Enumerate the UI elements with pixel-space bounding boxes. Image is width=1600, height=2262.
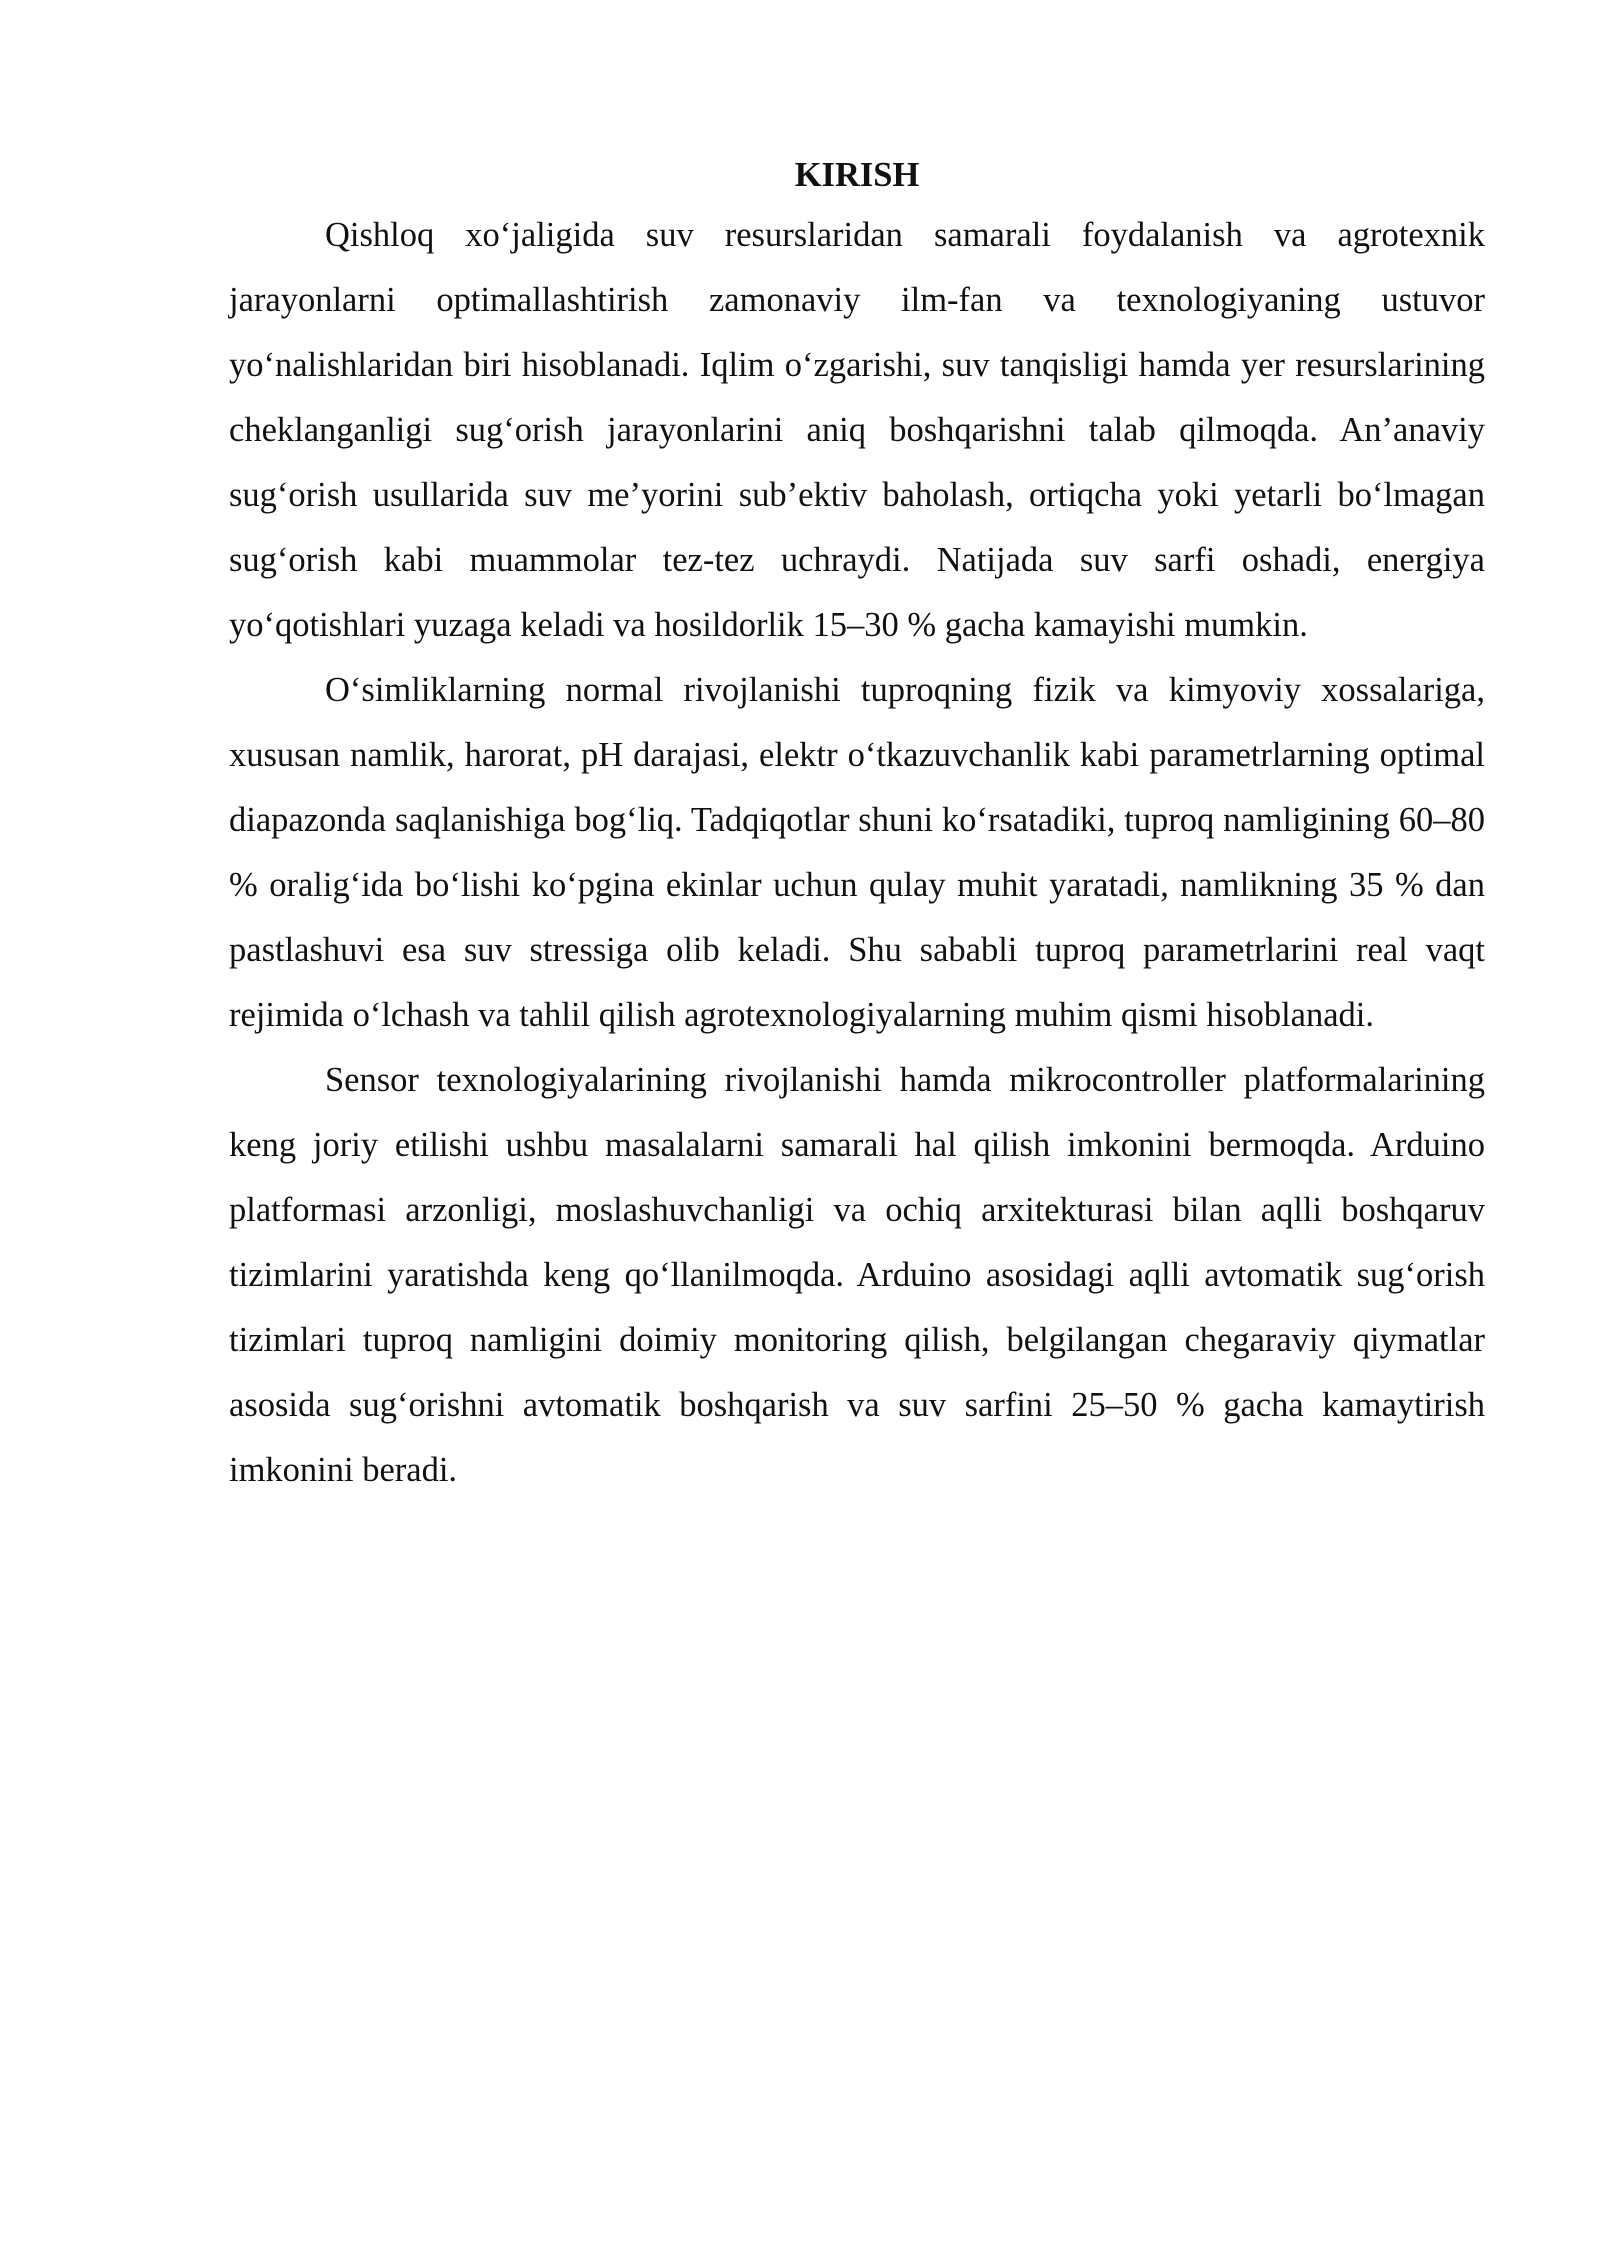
paragraph-1: Qishloq xo‘jaligida suv resurslaridan samarali foydalanish va agrotexnik jarayonlarni optimallashtirish zamonaviy ilm-fan va texnologiyaning ustuvor yo‘nalishlaridan biri hisoblanadi. Iqlim o‘zgarishi, suv tanqisligi hamda yer resurslarining cheklanganligi sug‘orish jarayonlarini aniq boshqarishni talab qilmoqda. An’anaviy sug‘orish usullarida suv me’yorini sub’ektiv baholash, ortiqcha yoki yetarli bo‘lmagan sug‘orish kabi muammolar tez-tez uchraydi. Natijada suv sarfi oshadi, energiya yo‘qotishlari yuzaga keladi va hosildorlik 15–30 % gacha kamayishi mumkin. (229, 216, 1485, 644)
paragraph-3: Sensor texnologiyalarining rivojlanishi hamda mikrocontroller platformalarining keng joriy etilishi ushbu masalalarni samarali hal qilish imkonini bermoqda. Arduino platformasi arzonligi, moslashuvchanligi va ochiq arxitekturasi bilan aqlli boshqaruv tizimlarini yaratishda keng qo‘llanilmoqda. Arduino asosidagi aqlli avtomatik sug‘orish tizimlari tuproq namligini doimiy monitoring qilish, belgilangan chegaraviy qiymatlar asosida sug‘orishni avtomatik boshqarish va suv sarfini 25–50 % gacha kamaytirish imkonini beradi. (229, 1061, 1485, 1489)
section-heading: KIRISH (794, 156, 920, 194)
document-body (229, 147, 1485, 1503)
paragraph-2: O‘simliklarning normal rivojlanishi tuproqning fizik va kimyoviy xossalariga, xususan namlik, harorat, pH darajasi, elektr o‘tkazuvchanlik kabi parametrlarning optimal diapazonda saqlanishiga bog‘liq. Tadqiqotlar shuni ko‘rsatadiki, tuproq namligining 60–80 % oralig‘ida bo‘lishi ko‘pgina ekinlar uchun qulay muhit yaratadi, namlikning 35 % dan pastlashuvi esa suv stressiga olib keladi. Shu sababli tuproq parametrlarini real vaqt rejimida o‘lchash va tahlil qilish agrotexnologiyalarning muhim qismi hisoblanadi. (229, 671, 1485, 1034)
